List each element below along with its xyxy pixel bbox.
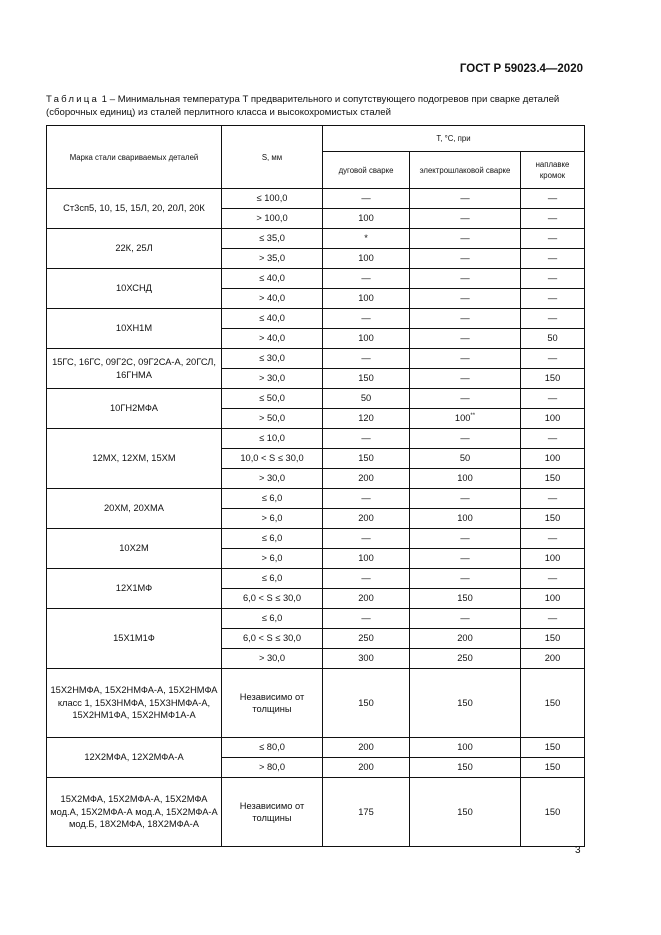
table-row — [47, 489, 585, 509]
cladding-temp-cell-value: 150 — [544, 373, 561, 384]
electroslag-temp-cell-value: — — [460, 433, 470, 444]
thickness-cell-value: ≤ 100,0 — [256, 193, 288, 204]
thickness-cell-value: ≤ 50,0 — [259, 393, 285, 404]
table-row — [47, 269, 585, 289]
table-row — [47, 429, 585, 449]
thickness-cell-value: 6,0 < S ≤ 30,0 — [242, 633, 302, 644]
table-row — [47, 309, 585, 329]
thickness-cell — [222, 329, 323, 349]
arc-temp-cell — [323, 209, 410, 229]
arc-temp-cell-value: — — [361, 193, 371, 204]
steel-grade-cell: 15Х2МФА, 15Х2МФА-А, 15Х2МФА мод.А, 15Х2МФА-А мод.А, 15Х2МФА-А мод.Б, 18Х2МФА, 18Х2МФА-А — [47, 778, 222, 847]
cladding-temp-cell-value: 100 — [544, 553, 561, 564]
electroslag-temp-cell-value: — — [460, 613, 470, 624]
cladding-temp-cell-value: 150 — [544, 806, 561, 817]
table-row — [47, 189, 585, 209]
cladding-temp-cell-value: — — [547, 273, 558, 284]
steel-grade-cell: 12Х1МФ — [47, 569, 222, 609]
cladding-temp-cell — [521, 329, 585, 349]
cladding-temp-cell — [521, 489, 585, 509]
thickness-cell — [222, 469, 323, 489]
electroslag-temp-cell — [410, 369, 521, 389]
electroslag-temp-cell-value: — — [460, 313, 470, 324]
thickness-cell-value: > 50,0 — [258, 413, 286, 424]
arc-temp-cell-value: 100 — [358, 333, 374, 344]
cladding-temp-cell-value: — — [547, 213, 558, 224]
arc-temp-cell — [323, 389, 410, 409]
cladding-temp-cell — [521, 369, 585, 389]
thickness-cell — [222, 449, 323, 469]
electroslag-temp-cell — [410, 329, 521, 349]
arc-temp-cell — [323, 509, 410, 529]
steel-grade-cell: 22К, 25Л — [47, 229, 222, 269]
cladding-temp-cell — [521, 738, 585, 758]
arc-temp-cell-value: 150 — [358, 697, 374, 708]
cladding-temp-cell-value: — — [547, 233, 558, 244]
cladding-temp-cell — [521, 189, 585, 209]
arc-temp-cell-value: 150 — [358, 373, 374, 384]
table-caption-prefix: Таблица — [46, 94, 100, 105]
electroslag-temp-cell-value: — — [460, 253, 470, 264]
cladding-temp-cell-value: 150 — [544, 697, 561, 708]
cladding-temp-cell — [521, 229, 585, 249]
table-caption — [46, 93, 591, 119]
electroslag-temp-cell-value: — — [460, 213, 470, 224]
electroslag-temp-cell — [410, 629, 521, 649]
thickness-cell-value: > 40,0 — [258, 293, 286, 304]
thickness-cell-value: > 35,0 — [258, 253, 286, 264]
arc-temp-cell-value: — — [361, 433, 371, 444]
thickness-cell-value: > 100,0 — [256, 213, 288, 224]
cladding-temp-cell-value: — — [547, 573, 558, 584]
cladding-temp-cell-value: — — [547, 493, 558, 504]
thickness-cell — [222, 369, 323, 389]
thickness-cell-value: ≤ 35,0 — [259, 233, 285, 244]
table-row — [47, 529, 585, 549]
thickness-cell-value: ≤ 10,0 — [259, 433, 285, 444]
footnote-mark: ** — [470, 413, 476, 420]
cladding-temp-cell-value: — — [547, 433, 558, 444]
cladding-temp-cell-value: 100 — [544, 593, 561, 604]
thickness-cell — [222, 209, 323, 229]
electroslag-temp-cell-value: — — [460, 573, 470, 584]
table-row — [47, 569, 585, 589]
cladding-temp-cell — [521, 449, 585, 469]
electroslag-temp-cell — [410, 569, 521, 589]
header-thickness: S, мм — [222, 126, 323, 189]
thickness-cell — [222, 738, 323, 758]
arc-temp-cell — [323, 449, 410, 469]
arc-temp-cell-value: 200 — [358, 513, 374, 524]
thickness-cell-value: 6,0 < S ≤ 30,0 — [242, 593, 302, 604]
cladding-temp-cell — [521, 569, 585, 589]
thickness-cell — [222, 229, 323, 249]
arc-temp-cell-value: 100 — [358, 293, 374, 304]
arc-temp-cell-value: 200 — [358, 473, 374, 484]
cladding-temp-cell — [521, 209, 585, 229]
cladding-temp-cell — [521, 778, 585, 847]
arc-temp-cell — [323, 738, 410, 758]
cladding-temp-cell-value: 100 — [544, 453, 561, 464]
electroslag-temp-cell — [410, 549, 521, 569]
thickness-cell — [222, 529, 323, 549]
thickness-cell-value: ≤ 6,0 — [261, 573, 283, 584]
electroslag-temp-cell-value: — — [460, 333, 470, 344]
arc-temp-cell — [323, 349, 410, 369]
arc-temp-cell-value: — — [361, 613, 371, 624]
arc-temp-cell-value: 100 — [358, 553, 374, 564]
electroslag-temp-cell — [410, 209, 521, 229]
cladding-temp-cell-value: 200 — [544, 653, 561, 664]
arc-temp-cell — [323, 469, 410, 489]
electroslag-temp-cell-value: — — [460, 353, 470, 364]
table-body — [47, 189, 585, 847]
cladding-temp-cell-value: 50 — [547, 333, 558, 344]
thickness-cell — [222, 778, 323, 847]
thickness-cell-value: > 30,0 — [258, 373, 286, 384]
cladding-temp-cell-value: 150 — [544, 742, 561, 753]
cladding-temp-cell — [521, 549, 585, 569]
arc-temp-cell — [323, 758, 410, 778]
arc-temp-cell — [323, 369, 410, 389]
electroslag-temp-cell-value: 50 — [459, 453, 471, 464]
cladding-temp-cell — [521, 589, 585, 609]
electroslag-temp-cell — [410, 649, 521, 669]
steel-grade-cell: 10ГН2МФА — [47, 389, 222, 429]
electroslag-temp-cell — [410, 758, 521, 778]
table-caption-number: 1 — [99, 94, 108, 105]
header-arc-welding: дуговой сварке — [323, 152, 410, 189]
electroslag-temp-cell-value: 100 — [457, 473, 473, 484]
arc-temp-cell — [323, 309, 410, 329]
table-row — [47, 389, 585, 409]
electroslag-temp-cell — [410, 489, 521, 509]
electroslag-temp-cell — [410, 289, 521, 309]
thickness-cell — [222, 669, 323, 738]
electroslag-temp-cell-value: — — [460, 553, 470, 564]
cladding-temp-cell-value: — — [547, 533, 558, 544]
thickness-cell — [222, 589, 323, 609]
header-edge-cladding: наплавке кромок — [521, 152, 585, 189]
arc-temp-cell — [323, 409, 410, 429]
arc-temp-cell-value: 120 — [358, 413, 374, 424]
electroslag-temp-cell — [410, 389, 521, 409]
arc-temp-cell-value: 200 — [358, 762, 374, 773]
arc-temp-cell-value: 100 — [358, 213, 374, 224]
arc-temp-cell — [323, 489, 410, 509]
electroslag-temp-cell — [410, 509, 521, 529]
arc-temp-cell-value: — — [361, 313, 371, 324]
table-row — [47, 229, 585, 249]
electroslag-temp-cell-value: — — [460, 193, 470, 204]
standard-number: ГОСТ Р 59023.4—2020 — [459, 63, 583, 75]
thickness-cell-value: > 80,0 — [258, 762, 286, 773]
electroslag-temp-cell-value: — — [460, 293, 470, 304]
thickness-cell-value: ≤ 30,0 — [259, 353, 285, 364]
arc-temp-cell — [323, 229, 410, 249]
arc-temp-cell-value: 175 — [358, 806, 374, 817]
cladding-temp-cell — [521, 429, 585, 449]
arc-temp-cell — [323, 669, 410, 738]
steel-grade-cell: 12Х2МФА, 12Х2МФА-А — [47, 738, 222, 778]
thickness-cell-value: ≤ 80,0 — [259, 742, 285, 753]
cladding-temp-cell-value: 150 — [544, 762, 561, 773]
thickness-cell — [222, 569, 323, 589]
thickness-cell — [222, 429, 323, 449]
electroslag-temp-cell — [410, 309, 521, 329]
arc-temp-cell — [323, 249, 410, 269]
arc-temp-cell — [323, 778, 410, 847]
cladding-temp-cell-value: 150 — [544, 633, 561, 644]
table-row — [47, 349, 585, 369]
thickness-cell-value: Независимо от толщины — [239, 691, 305, 714]
cladding-temp-cell — [521, 309, 585, 329]
thickness-cell-value: > 6,0 — [261, 513, 283, 524]
electroslag-temp-cell — [410, 778, 521, 847]
thickness-cell-value: > 30,0 — [258, 653, 286, 664]
cladding-temp-cell — [521, 649, 585, 669]
arc-temp-cell-value: * — [364, 233, 368, 244]
electroslag-temp-cell — [410, 669, 521, 738]
steel-grade-cell: 15Х1М1Ф — [47, 609, 222, 669]
arc-temp-cell — [323, 269, 410, 289]
electroslag-temp-cell — [410, 429, 521, 449]
thickness-cell — [222, 758, 323, 778]
cladding-temp-cell-value: 100 — [544, 413, 561, 424]
electroslag-temp-cell-value: — — [460, 373, 470, 384]
thickness-cell-value: ≤ 40,0 — [259, 273, 285, 284]
thickness-cell — [222, 609, 323, 629]
electroslag-temp-cell-value: 100 — [457, 513, 473, 524]
table-row — [47, 609, 585, 629]
arc-temp-cell-value: — — [361, 353, 371, 364]
arc-temp-cell — [323, 549, 410, 569]
thickness-cell-value: > 6,0 — [261, 553, 283, 564]
thickness-cell — [222, 389, 323, 409]
electroslag-temp-cell-value: 200 — [457, 633, 473, 644]
arc-temp-cell — [323, 529, 410, 549]
electroslag-temp-cell-value: 100 — [454, 413, 471, 424]
electroslag-temp-cell — [410, 609, 521, 629]
arc-temp-cell-value: 300 — [358, 653, 374, 664]
electroslag-temp-cell — [410, 409, 521, 429]
steel-grade-cell: 12МХ, 12ХМ, 15ХМ — [47, 429, 222, 489]
header-grade: Марка стали свариваемых деталей — [47, 126, 222, 189]
arc-temp-cell — [323, 289, 410, 309]
arc-temp-cell — [323, 629, 410, 649]
steel-grade-cell: 15Х2НМФА, 15Х2НМФА-А, 15Х2НМФА класс 1, 15Х3НМФА, 15Х3НМФА-А, 15Х2НМ1ФА, 15Х2НМФ1А-А — [47, 669, 222, 738]
cladding-temp-cell — [521, 409, 585, 429]
cladding-temp-cell-value: — — [547, 393, 558, 404]
arc-temp-cell — [323, 429, 410, 449]
electroslag-temp-cell — [410, 229, 521, 249]
arc-temp-cell-value: — — [361, 273, 371, 284]
steel-grade-cell: 10Х2М — [47, 529, 222, 569]
arc-temp-cell-value: 200 — [358, 593, 374, 604]
arc-temp-cell — [323, 189, 410, 209]
arc-temp-cell-value: — — [361, 573, 371, 584]
arc-temp-cell-value: — — [361, 533, 371, 544]
steel-grade-cell: 10ХН1М — [47, 309, 222, 349]
electroslag-temp-cell-value: 150 — [457, 806, 473, 817]
arc-temp-cell — [323, 329, 410, 349]
arc-temp-cell-value: 50 — [360, 393, 372, 404]
thickness-cell — [222, 549, 323, 569]
cladding-temp-cell — [521, 629, 585, 649]
electroslag-temp-cell — [410, 738, 521, 758]
thickness-cell-value: > 30,0 — [258, 473, 286, 484]
table-row — [47, 738, 585, 758]
electroslag-temp-cell — [410, 189, 521, 209]
arc-temp-cell-value: — — [361, 493, 371, 504]
steel-grade-cell: 15ГС, 16ГС, 09Г2С, 09Г2СА-А, 20ГСЛ, 16ГНМА — [47, 349, 222, 389]
cladding-temp-cell — [521, 669, 585, 738]
cladding-temp-cell-value: — — [547, 253, 558, 264]
thickness-cell — [222, 269, 323, 289]
arc-temp-cell — [323, 589, 410, 609]
cladding-temp-cell-value: — — [547, 193, 558, 204]
electroslag-temp-cell-value: — — [460, 273, 470, 284]
cladding-temp-cell — [521, 758, 585, 778]
table-row — [47, 778, 585, 847]
electroslag-temp-cell — [410, 269, 521, 289]
arc-temp-cell — [323, 649, 410, 669]
arc-temp-cell-value: 250 — [358, 633, 374, 644]
thickness-cell — [222, 649, 323, 669]
electroslag-temp-cell — [410, 529, 521, 549]
thickness-cell-value: 10,0 < S ≤ 30,0 — [240, 453, 304, 464]
header-temperature: T, °C, при — [323, 126, 585, 152]
cladding-temp-cell — [521, 349, 585, 369]
electroslag-temp-cell-value: 150 — [457, 762, 473, 773]
cladding-temp-cell-value: — — [547, 613, 558, 624]
cladding-temp-cell — [521, 389, 585, 409]
thickness-cell — [222, 509, 323, 529]
electroslag-temp-cell — [410, 589, 521, 609]
thickness-cell — [222, 409, 323, 429]
page-number: 3 — [575, 845, 581, 856]
steel-grade-cell: 20ХМ, 20ХМА — [47, 489, 222, 529]
cladding-temp-cell — [521, 469, 585, 489]
arc-temp-cell — [323, 569, 410, 589]
thickness-cell — [222, 249, 323, 269]
preheat-temperature-table — [46, 125, 585, 847]
electroslag-temp-cell — [410, 349, 521, 369]
electroslag-temp-cell-value: 250 — [457, 653, 473, 664]
thickness-cell-value: > 40,0 — [258, 333, 286, 344]
arc-temp-cell-value: 100 — [358, 253, 374, 264]
cladding-temp-cell — [521, 609, 585, 629]
thickness-cell-value: ≤ 6,0 — [261, 533, 283, 544]
electroslag-temp-cell — [410, 249, 521, 269]
thickness-cell — [222, 289, 323, 309]
table-row — [47, 669, 585, 738]
arc-temp-cell-value: 200 — [358, 742, 374, 753]
electroslag-temp-cell-value: — — [460, 233, 470, 244]
cladding-temp-cell — [521, 529, 585, 549]
thickness-cell — [222, 629, 323, 649]
thickness-cell — [222, 349, 323, 369]
thickness-cell-value: Независимо от толщины — [239, 800, 305, 823]
thickness-cell-value: ≤ 40,0 — [259, 313, 285, 324]
table-caption-text: – Минимальная температура T предварительного и сопутствующего подогревов при сварке деталей (сборочных единиц) из сталей перлитного класса и высокохромистых сталей — [46, 94, 560, 118]
electroslag-temp-cell-value: — — [460, 393, 470, 404]
electroslag-temp-cell-value: — — [460, 533, 470, 544]
cladding-temp-cell — [521, 289, 585, 309]
electroslag-temp-cell — [410, 469, 521, 489]
cladding-temp-cell-value: 150 — [544, 473, 561, 484]
thickness-cell — [222, 489, 323, 509]
electroslag-temp-cell-value: 150 — [457, 593, 473, 604]
electroslag-temp-cell — [410, 449, 521, 469]
thickness-cell — [222, 309, 323, 329]
cladding-temp-cell-value: — — [547, 313, 558, 324]
thickness-cell — [222, 189, 323, 209]
cladding-temp-cell-value: — — [547, 293, 558, 304]
electroslag-temp-cell-value: — — [460, 493, 470, 504]
electroslag-temp-cell-value: 150 — [457, 697, 473, 708]
electroslag-temp-cell-value: 100 — [457, 742, 473, 753]
thickness-cell-value: ≤ 6,0 — [261, 613, 283, 624]
cladding-temp-cell — [521, 509, 585, 529]
cladding-temp-cell — [521, 249, 585, 269]
cladding-temp-cell — [521, 269, 585, 289]
steel-grade-cell: Ст3сп5, 10, 15, 15Л, 20, 20Л, 20К — [47, 189, 222, 229]
arc-temp-cell-value: 150 — [358, 453, 374, 464]
arc-temp-cell — [323, 609, 410, 629]
steel-grade-cell: 10ХСНД — [47, 269, 222, 309]
header-electroslag-welding: электрошлаковой сварке — [410, 152, 521, 189]
thickness-cell-value: ≤ 6,0 — [261, 493, 283, 504]
cladding-temp-cell-value: 150 — [544, 513, 561, 524]
cladding-temp-cell-value: — — [547, 353, 558, 364]
